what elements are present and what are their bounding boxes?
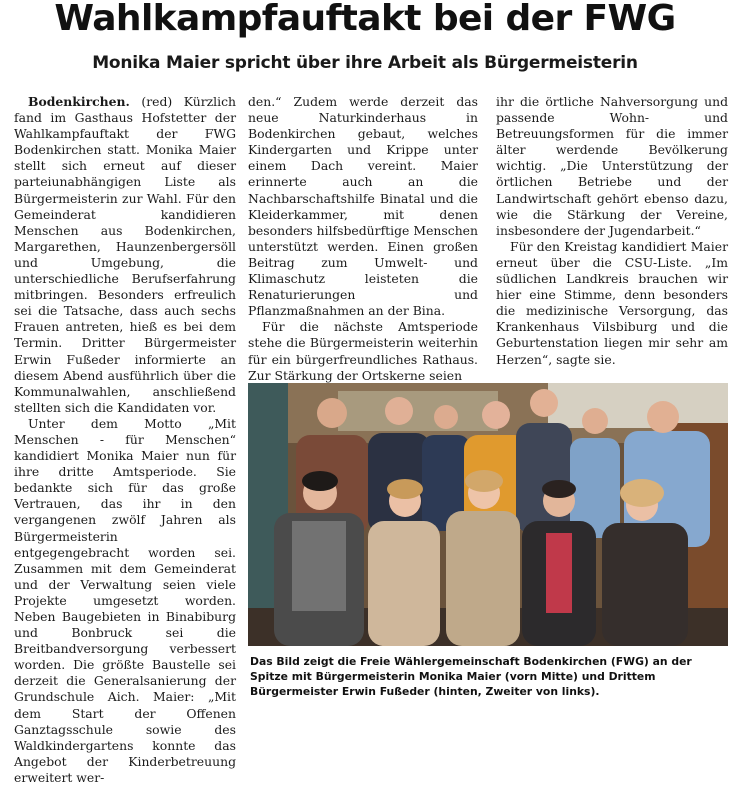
paragraph-2-continued: den.“ Zudem werde derzeit das neue Naturkinderhaus in Bodenkirchen gebaut, welches Kindergarten und Krippe unter einem Dach vereint. Maier erinnerte auch an die Nachbarschaftshilfe Binatal und die Kleiderkammer, mit denen besonders hilfsbedürftige Menschen unterstützt werden. Einen großen Beitrag zum Umwelt- und Klimaschutz leisteten die Renaturierungen und Pflanzmaßnahmen an der Bina. bbox=[248, 94, 478, 319]
headline: Wahlkampfauftakt bei der FWG bbox=[54, 0, 676, 39]
subheadline: Monika Maier spricht über ihre Arbeit als Bürgermeisterin bbox=[92, 53, 638, 73]
group-photo-illustration bbox=[248, 383, 728, 646]
paragraph-3: Für die nächste Amtsperiode stehe die Bürgermeisterin weiterhin für ein bürgerfreundliches Rathaus. Zur Stärkung der Ortskerne seien bbox=[248, 319, 478, 383]
paragraph-3-continued: ihr die örtliche Nahversorgung und passende Wohn- und Betreuungsformen für die immer älter werdende Bevölkerung wichtig. „Die Unterstützung der örtlichen Betriebe und der Landwirtschaft gehört ebenso dazu, wie die Stärkung der Vereine, insbesondere der Jugendarbeit.“ bbox=[496, 94, 728, 238]
article-column-2 bbox=[248, 94, 478, 383]
paragraph-1 bbox=[14, 94, 236, 416]
article-column-1 bbox=[14, 94, 236, 785]
paragraph-2: Unter dem Motto „Mit Menschen - für Menschen“ kandidiert Monika Maier nun für ihre dritte Amtsperiode. Sie bedankte sich für das große Vertrauen, das ihr in den vergangenen zwölf Jahren als Bürgermeisterin entgegengebracht worden sei. Zusammen mit dem Gemeinderat und der Verwaltung seien viele Projekte umgesetzt worden. Neben Baugebieten in Binabiburg und Bonbruck sei die Breitbandversorgung verbessert worden. Die größte Baustelle sei derzeit die Generalsanierung der Grundschule Aich. Maier: „Mit dem Start der Offenen Ganztagsschule sowie des Waldkindergartens konnte das Angebot der Kinderbetreuung erweitert wer- bbox=[14, 415, 236, 785]
group-photo bbox=[248, 383, 728, 646]
photo-caption: Das Bild zeigt die Freie Wählergemeinschaft Bodenkirchen (FWG) an der Spitze mit Bürgermeisterin Monika Maier (vorn Mitte) und Drittem Bürgermeister Erwin Fußeder (hinten, Zweiter von links). bbox=[250, 655, 692, 699]
paragraph-4: Für den Kreistag kandidiert Maier erneut über die CSU-Liste. „Im südlichen Landkreis brauchen wir hier eine Stimme, denn besonders die medizinische Versorgung, das Krankenhaus Vilsbiburg und die Geburtenstation liegen mir sehr am Herzen“, sagte sie. bbox=[496, 238, 728, 367]
dateline: Bodenkirchen. bbox=[28, 94, 130, 109]
paragraph-1-text: (red) Kürzlich fand im Gasthaus Hofstetter der Wahlkampfauftakt der FWG Bodenkirchen statt. Monika Maier stellt sich erneut auf dieser parteiunabhängigen Liste als Bürgermeisterin zur Wahl. Für den Gemeinderat kandidieren Menschen aus Bodenkirchen, Margarethen, Haunzenbergersöll und Umgebung, die unterschiedliche Berufserfahrung mitbringen. Besonders erfreulich sei die Tatsache, dass auch sechs Frauen antreten, hieß es bei dem Termin. Dritter Bürgermeister Erwin Fußeder informierte an diesem Abend ausführlich über die Kommunalwahlen, anschließend stellten sich die Kandidaten vor. bbox=[14, 94, 236, 415]
article-column-3 bbox=[496, 94, 728, 374]
